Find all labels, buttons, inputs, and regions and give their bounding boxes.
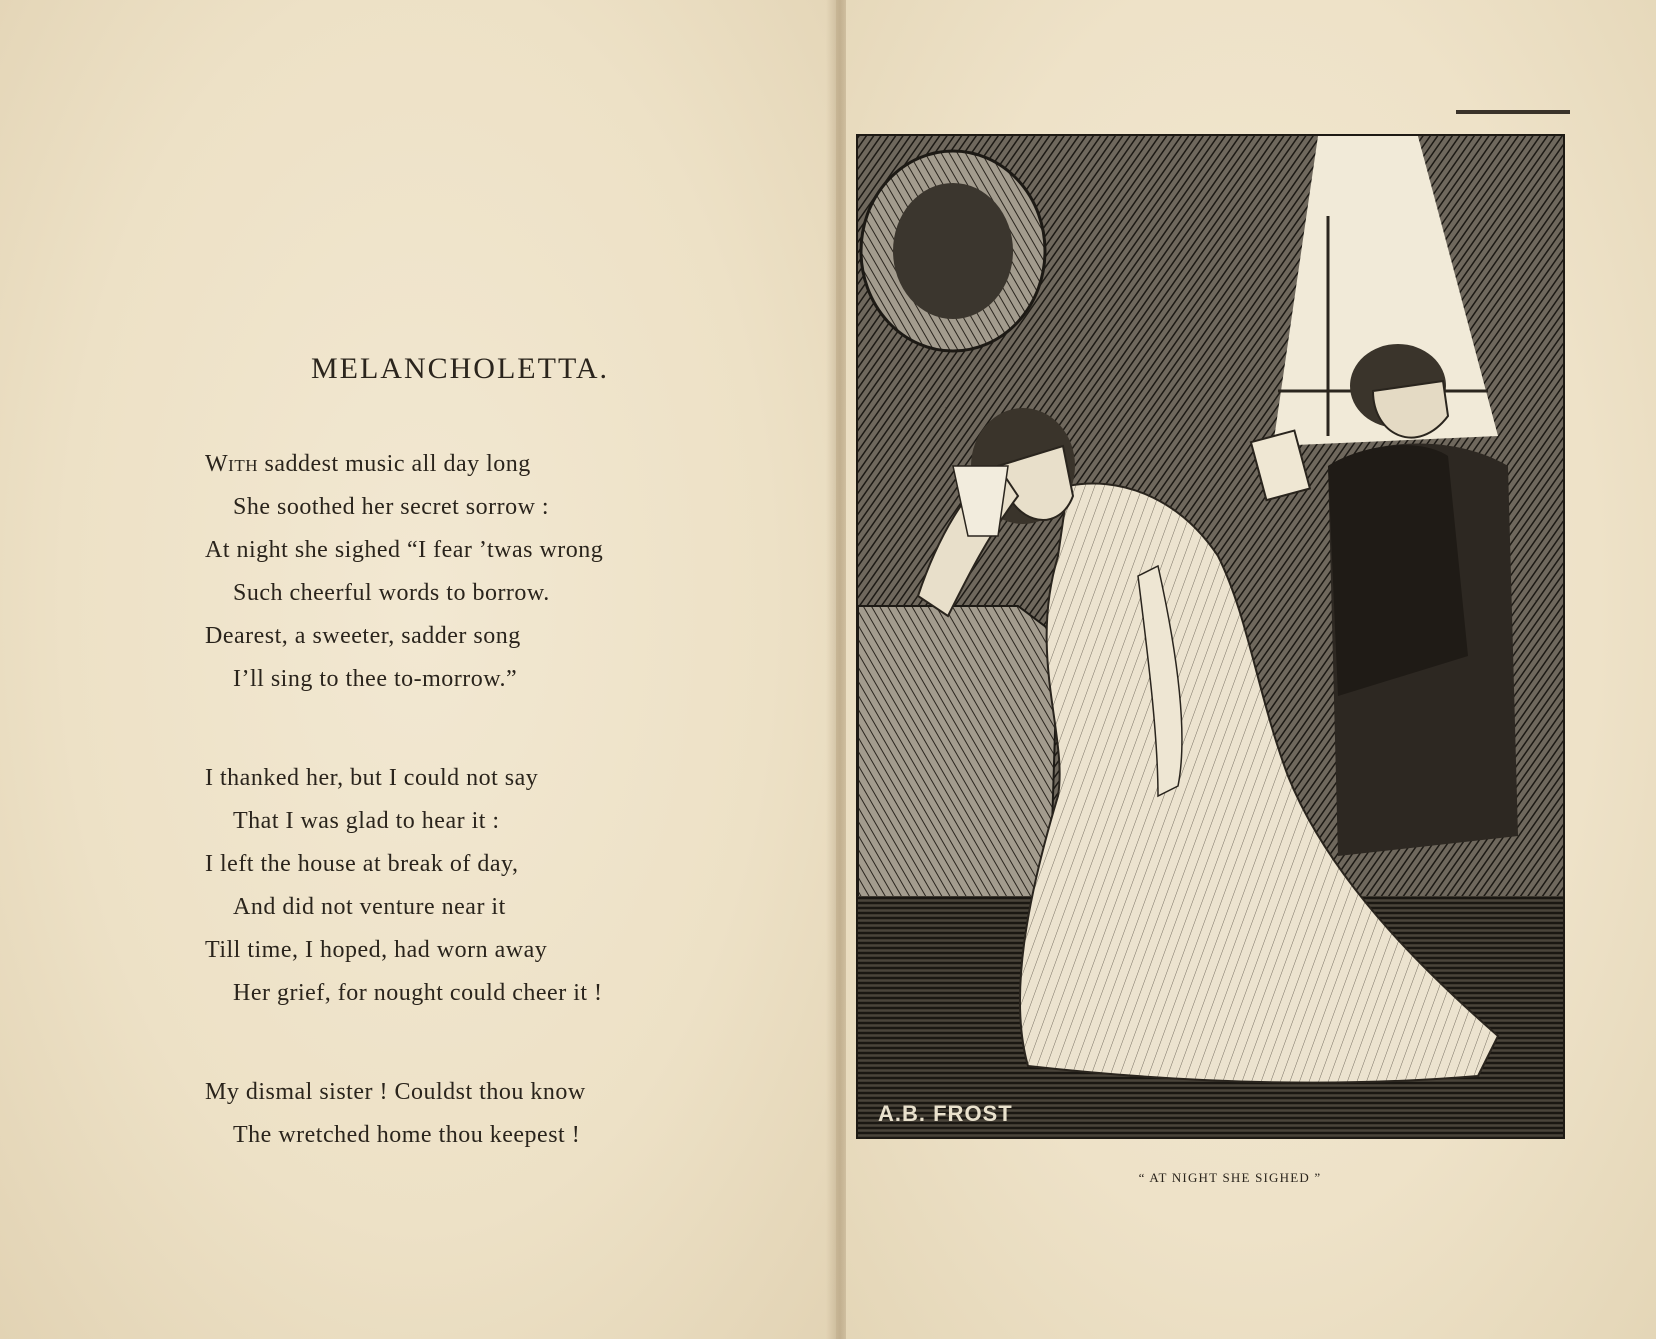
poem-line-text: saddest music all day long [257,451,531,477]
engraving-artwork [858,136,1563,1137]
poem-line: The wretched home thou keepest ! [233,1122,581,1148]
poem-line: Her grief, for nought could cheer it ! [233,980,603,1006]
torn-edge [1456,110,1570,114]
stanza-2 [205,757,765,1015]
poem-line: I left the house at break of day, [205,851,519,877]
poem-line: At night she sighed “I fear ’twas wrong [205,537,604,563]
poem-line: I’ll sing to thee to-morrow.” [233,666,518,692]
poem-line: I thanked her, but I could not say [205,765,539,791]
artist-signature: A.B. FROST [878,1101,1013,1126]
poem-line: And did not venture near it [233,894,506,920]
stanza-3 [205,1071,765,1157]
poem-line: That I was glad to hear it : [233,808,500,834]
wall-medallion-center [893,183,1013,319]
poem-line: Such cheerful words to borrow. [233,580,550,606]
poem-line: Till time, I hoped, had worn away [205,937,548,963]
poem-line: She soothed her secret sorrow : [233,494,550,520]
stanza-1 [205,443,765,701]
poem-title: MELANCHOLETTA. [310,352,610,385]
poem-line: Dearest, a sweeter, sadder song [205,623,521,649]
illustration-caption: “ AT NIGHT SHE SIGHED ” [1138,1170,1322,1185]
poem-line: My dismal sister ! Couldst thou know [205,1079,586,1105]
poem-line-lead: With [205,451,258,477]
poem-line [205,443,765,486]
engraving-illustration [856,134,1565,1139]
man-coat [1328,445,1468,696]
